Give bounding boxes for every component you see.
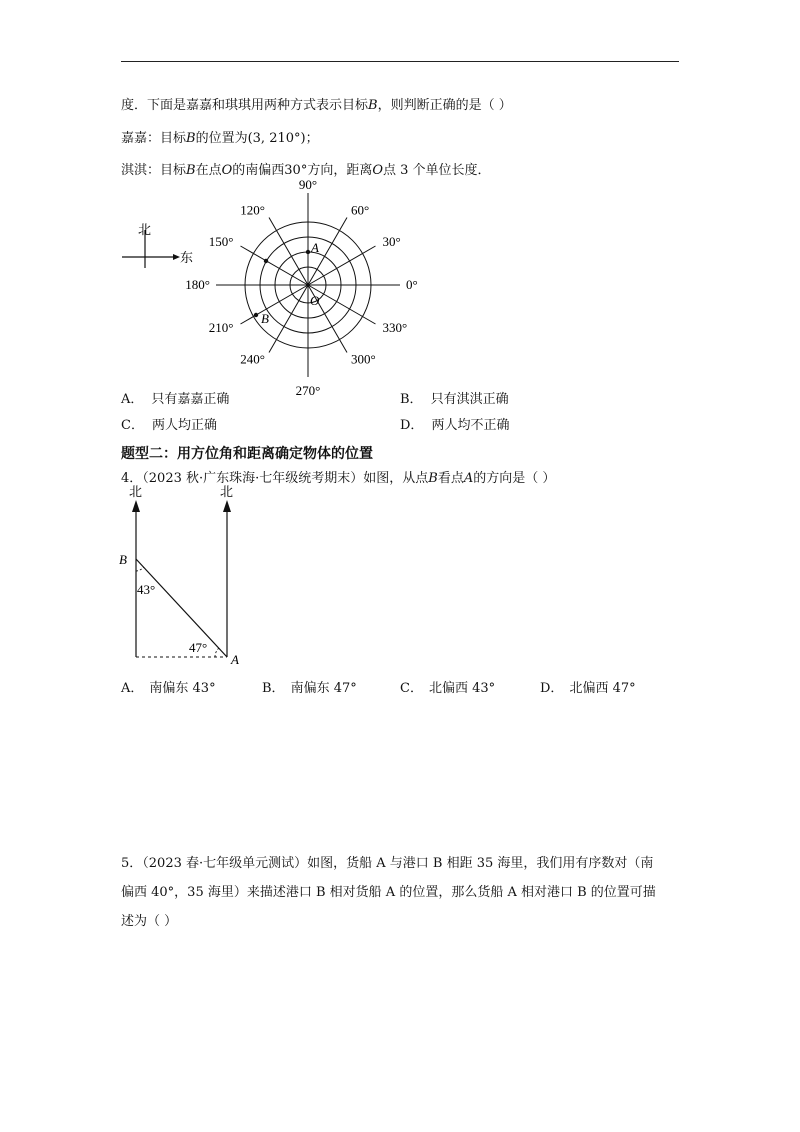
polar-label-270: 270° (295, 383, 321, 398)
q4-option-B[interactable]: B． 南偏东 47° (262, 681, 357, 696)
polar-label-120: 120° (240, 202, 265, 218)
polar-label-300: 300° (351, 351, 376, 367)
segment-BA (136, 559, 227, 657)
polar-label-0: 0° (406, 277, 418, 292)
header-rule (121, 61, 679, 62)
q3-qiqi: 淇淇：目标B在点O的南偏西30°方向，距离O点 3 个单位长度． (121, 163, 491, 178)
north-arrow-A-icon (223, 500, 231, 512)
q4-option-D[interactable]: D． 北偏西 47° (540, 681, 636, 696)
q3-option-C[interactable]: C． 两人均正确 (121, 418, 217, 433)
q4-north-label-2: 北 (220, 484, 234, 499)
section-title: 题型二：用方位角和距离确定物体的位置 (121, 446, 373, 462)
polar-diagram (185, 177, 430, 398)
north-arrow-B-icon (132, 500, 140, 512)
polar-angle-labels (185, 177, 417, 398)
q4-point-B-label: B (119, 552, 127, 567)
point-150-dot (264, 259, 268, 263)
east-arrow-icon (173, 254, 180, 260)
q3-option-B[interactable]: B． 只有淇淇正确 (400, 392, 509, 407)
q4-figure (115, 484, 255, 672)
polar-label-60: 60° (351, 202, 370, 218)
point-B-dot (254, 313, 258, 317)
q3-intro: 度．下面是嘉嘉和琪琪用两种方式表示目标B，则判断正确的是（ ） (121, 98, 512, 113)
polar-label-240: 240° (240, 351, 265, 367)
q5-line-1: 5．（2023 春·七年级单元测试）如图，货船 A 与港口 B 相距 35 海里，我们用有序数对（南 (121, 856, 654, 871)
polar-ray-120 (269, 218, 308, 286)
point-B-label: B (261, 311, 269, 326)
q4-stem: 4．（2023 秋·广东珠海·七年级统考期末）如图，从点B看点A的方向是（ ） (121, 471, 556, 486)
q3-option-A[interactable]: A． 只有嘉嘉正确 (121, 392, 230, 407)
angle-arc-A (215, 648, 219, 657)
q4-point-A-label: A (231, 652, 239, 667)
q5-line-2: 偏西 40°，35 海里）来描述港口 B 相对货船 A 的位置，那么货船 A 相对港口 B 的位置可描 (121, 885, 656, 900)
compass-east-label: 东 (180, 250, 194, 265)
polar-ray-210 (241, 285, 309, 324)
q3-option-D[interactable]: D． 两人均不正确 (400, 418, 510, 433)
point-A-dot (306, 250, 310, 254)
point-A-label: A (311, 240, 319, 255)
q3-jiajia: 嘉嘉：目标B的位置为(3, 210°)； (121, 131, 319, 146)
point-O-label: O (310, 293, 320, 308)
q5-line-3: 述为（ ） (121, 914, 178, 929)
q4-option-A[interactable]: A． 南偏东 43° (121, 681, 216, 696)
polar-label-90: 90° (298, 177, 318, 192)
q4-option-C[interactable]: C． 北偏西 43° (400, 681, 496, 696)
compass-north-label: 北 (138, 222, 152, 237)
polar-label-150: 150° (208, 234, 234, 249)
q4-angle-B-label: 43° (137, 582, 156, 597)
q4-angle-A-label: 47° (189, 640, 208, 655)
polar-label-210: 210° (208, 320, 234, 335)
polar-ray-240 (269, 285, 308, 353)
polar-label-330: 330° (382, 320, 408, 335)
polar-label-30: 30° (382, 234, 401, 249)
angle-arc-B (136, 567, 144, 571)
compass-figure (118, 220, 198, 280)
polar-label-180: 180° (185, 277, 210, 292)
q4-north-label-1: 北 (129, 484, 143, 499)
polar-rays (216, 193, 400, 377)
polar-ray-150 (241, 246, 309, 285)
